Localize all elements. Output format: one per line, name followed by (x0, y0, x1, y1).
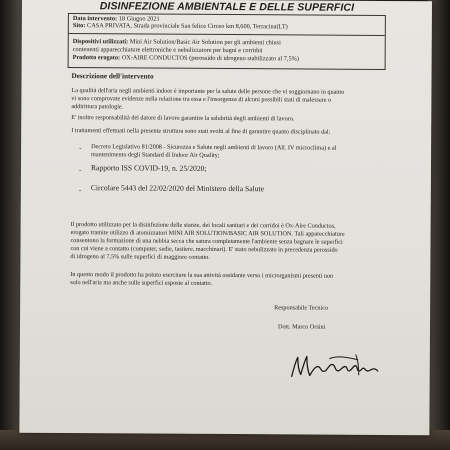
list-dash: - (78, 166, 82, 175)
paragraph-line: solo nell'aria ma anche sulle superfici esposte al contatto. (70, 279, 213, 287)
reference-line: mantenimento degli Standard di Indoor Air Quality; (91, 151, 220, 159)
reference-line: Decreto Legislativo 81/2008 - Sicurezza e Salute negli ambienti di lavoro (All. IV microclima) e al (91, 143, 337, 152)
document-title: DISINFEZIONE AMBIENTALE E DELLE SUPERFICI (99, 0, 355, 14)
date-value: 18 Giugno 2021 (118, 15, 160, 23)
list-dash: - (78, 186, 82, 195)
product-row (73, 54, 299, 63)
site-value: CASA PRIVATA, Strada provinciale San felice Circeo km 8,600, Terracina(LT) (87, 22, 288, 31)
paragraph-product (70, 221, 344, 263)
document-page (19, 0, 432, 435)
site-label: Sito: (72, 22, 86, 30)
paragraph-air-quality (71, 87, 411, 113)
devices-label: Dispositivi utilizzati: (72, 38, 129, 46)
site-row (73, 22, 288, 31)
paragraph-line: erogato tramite utilizzo di atomizzatori MINI AIR SOLUTION/BASIC AIR SOLUTION. Tali apparecchiature (70, 229, 345, 238)
paragraph-line: In questo modo il prodotto ha potuto esercitare la sua attività ossidante verso i microrganismi presenti non (70, 271, 334, 280)
product-value: OX-AIRE CONDUCTOS (perossido di idrogeno stabilizzato al 7,5%) (121, 54, 299, 63)
paragraph-line: con cui viene a contatto (computer, sedie, tastiere, macchinari). E' stato nebulizzato in precedenza perossido (70, 245, 338, 254)
signatory-role: Responsabile Tecnico (274, 304, 329, 312)
paragraph-treatments: I trattamenti effettuati nella presente struttura sono stati svolti al fine di garantire quanto disciplinato dal: (71, 127, 331, 136)
devices-value: Mini Air Solution/Basic Air Solution per gli ambienti chiusi (129, 38, 281, 47)
devices-row-2: contenenti apparecchiature elettroniche e nebulizzatore per bagni e corridoi (72, 46, 263, 55)
paragraph-line: vi sono comprovate evidenze nella relazione tra essa e l'insorgenza di alcuni possibili stati di malessere o (71, 95, 332, 104)
list-dash: - (79, 144, 82, 153)
paragraph-line: Il prodotto utilizzato per la disinfezione delle stanze, dei locali sanitari e dei corridoi è Ox-Aire Conductos, (70, 221, 336, 230)
reference-item-iss: Rapporto ISS COVID-19, n. 25/2020; (90, 163, 207, 173)
date-label: Data intervento: (72, 15, 118, 23)
product-label: Prodotto erogato: (72, 54, 121, 62)
paragraph-conclusion (70, 271, 333, 289)
paragraph-line: di idrogeno al 7,5% sulle superfici di maggiore contatto. (70, 253, 210, 261)
signatory-name: Dott. Marco Orsini (277, 323, 326, 331)
paragraph-line: La qualità dell'aria negli ambienti indoor è importante per la salute delle persone che vi soggiornano in quanto (71, 87, 345, 96)
paragraph-line: addirittura patologie. (71, 103, 124, 111)
handwritten-signature (286, 350, 386, 381)
paragraph-employer: E' inoltre responsabilità del datore di lavoro garantire la salubrità degli ambienti di lavoro. (71, 114, 295, 123)
header-divider-1 (69, 33, 385, 36)
header-box (68, 13, 386, 70)
reference-item-circolare: Circolare 5443 del 22/02/2020 del Ministero della Salute (90, 183, 265, 194)
section-heading: Descrizione dell'intervento (71, 72, 154, 81)
paragraph-line: consentono la formazione di una nebbia secca che satura completamente l'ambiente senza bagnare le superfici (70, 237, 343, 246)
reference-item-dlgs (91, 143, 336, 160)
